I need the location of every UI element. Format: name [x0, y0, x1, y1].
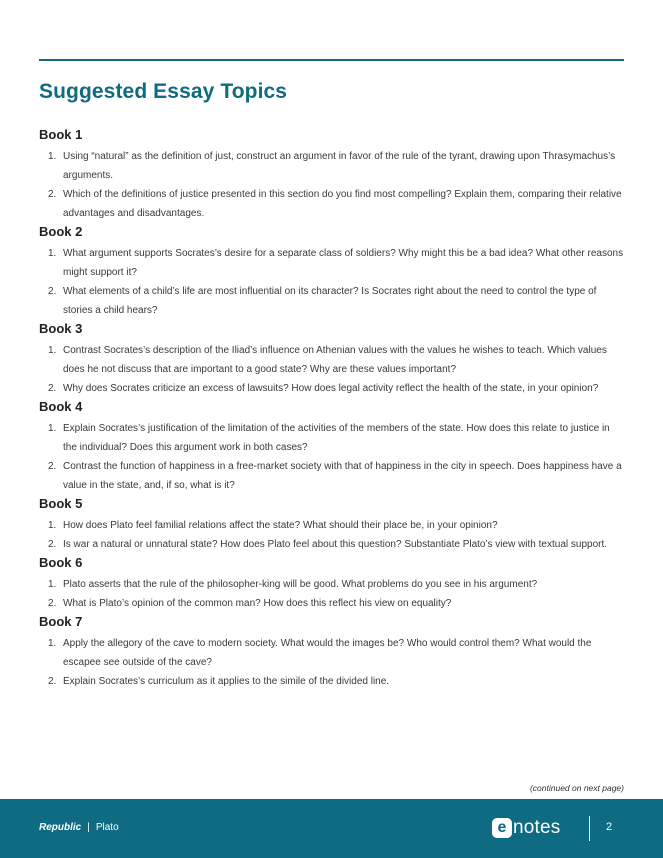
book-heading: Book 6: [39, 555, 83, 570]
page-number: 2: [606, 821, 613, 833]
question-text: Explain Socrates’s curriculum as it applies to the simile of the divided line.: [63, 676, 390, 687]
question-text: Plato asserts that the rule of the philosopher-king will be good. What problems do you see in his argument?: [63, 579, 538, 590]
question-item: [39, 634, 625, 672]
question-item: [39, 282, 625, 320]
question-text: What elements of a child’s life are most influential on its character? Is Socrates right about the need to control the type of stories a child hears?: [63, 286, 597, 316]
essay-topics-list: [39, 126, 625, 691]
question-item: [39, 244, 625, 282]
book-section: [39, 398, 625, 495]
book-heading: Book 1: [39, 127, 83, 142]
question-text: Which of the definitions of justice presented in this section do you find most compelling? Explain them, comparing their relative advantages and disadvantages.: [63, 189, 622, 219]
question-item: [39, 379, 625, 398]
question-number: 1.: [48, 579, 57, 590]
question-text: Is war a natural or unnatural state? How does Plato feel about this question? Substantiate Plato’s view with textual support.: [63, 539, 608, 550]
question-item: [39, 575, 625, 594]
book-section: [39, 554, 625, 613]
question-text: Apply the allegory of the cave to modern society. What would the images be? Who would control them? What would the escapee see outside of the cave?: [63, 638, 592, 668]
question-item: [39, 594, 625, 613]
question-item: [39, 516, 625, 535]
footer: [0, 799, 663, 858]
question-number: 1.: [48, 248, 57, 259]
book-section: [39, 613, 625, 691]
enotes-logo-icon: e: [492, 818, 512, 838]
question-item: [39, 147, 625, 185]
question-text: Explain Socrates’s justification of the limitation of the activities of the members of the state. How does this relate to justice in the individual? Does this argument work in both cases?: [63, 423, 610, 453]
question-text: Why does Socrates criticize an excess of lawsuits? How does legal activity reflect the health of the state, in your opinion?: [63, 383, 599, 394]
book-heading: Book 3: [39, 321, 83, 336]
enotes-logo[interactable]: [492, 816, 560, 840]
book-section: [39, 320, 625, 398]
question-number: 1.: [48, 520, 57, 531]
question-text: How does Plato feel familial relations affect the state? What should their place be, in your opinion?: [63, 520, 498, 531]
footer-book-title: Republic: [39, 822, 82, 833]
question-text: Using “natural” as the definition of just, construct an argument in favor of the rule of the tyrant, drawing upon Thrasymachus’s arguments.: [63, 151, 616, 181]
question-text: Contrast the function of happiness in a free-market society with that of happiness in the city in speech. Does happiness have a value in the state, and, if so, what is it?: [63, 461, 622, 491]
question-item: [39, 535, 625, 554]
question-item: [39, 419, 625, 457]
question-item: [39, 341, 625, 379]
question-number: 2.: [48, 461, 57, 472]
question-text: What argument supports Socrates’s desire for a separate class of soldiers? Why might this be a bad idea? What other reasons might support it?: [63, 248, 624, 278]
footer-divider: [589, 816, 590, 841]
question-number: 1.: [48, 638, 57, 649]
footer-book-info: [39, 822, 119, 833]
page-title: Suggested Essay Topics: [39, 80, 288, 103]
book-heading: Book 4: [39, 399, 83, 414]
continued-note: (continued on next page): [529, 783, 624, 793]
question-text: Contrast Socrates’s description of the Iliad’s influence on Athenian values with the values he wishes to teach. Which values does he not discuss that are important to a good state? Why are these values important?: [63, 345, 607, 375]
book-heading: Book 5: [39, 496, 83, 511]
question-number: 1.: [48, 151, 57, 162]
question-number: 2.: [48, 539, 57, 550]
question-item: [39, 185, 625, 223]
enotes-logo-text: notes: [513, 817, 561, 838]
book-heading: Book 2: [39, 224, 83, 239]
question-number: 2.: [48, 189, 57, 200]
question-number: 1.: [48, 345, 57, 356]
book-section: [39, 223, 625, 320]
footer-author: Plato: [95, 822, 119, 833]
question-number: 2.: [48, 676, 57, 687]
question-number: 2.: [48, 286, 57, 297]
question-item: [39, 457, 625, 495]
question-number: 2.: [48, 598, 57, 609]
question-text: What is Plato’s opinion of the common man? How does this reflect his view on equality?: [63, 598, 452, 609]
question-number: 2.: [48, 383, 57, 394]
book-section: [39, 495, 625, 554]
footer-separator: |: [87, 822, 90, 833]
question-item: [39, 672, 625, 691]
question-number: 1.: [48, 423, 57, 434]
book-section: [39, 126, 625, 223]
book-heading: Book 7: [39, 614, 83, 629]
top-divider: [39, 59, 624, 61]
